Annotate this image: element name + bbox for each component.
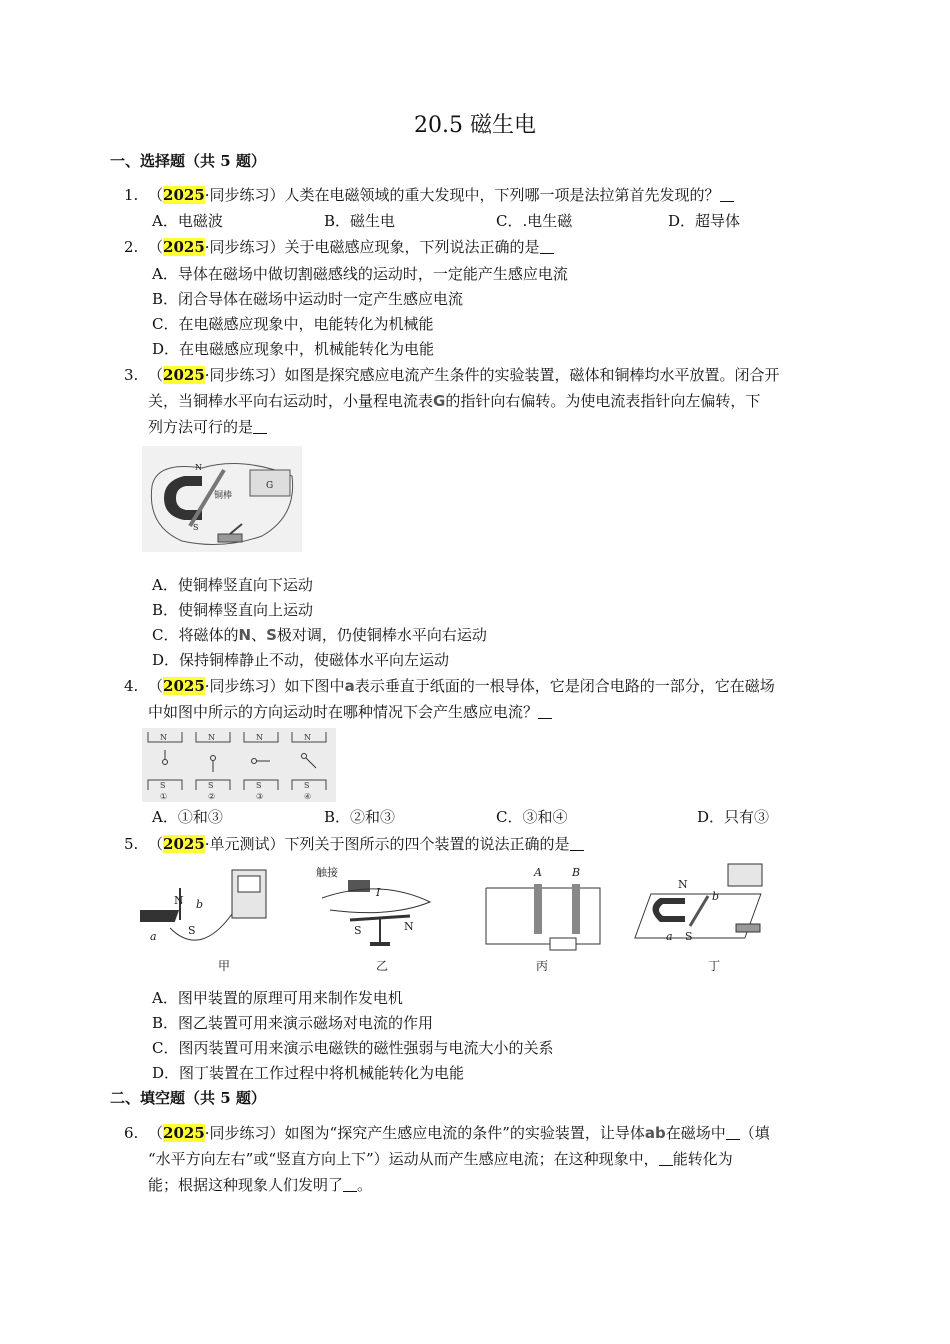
q5-option-b[interactable]: B．图乙装置可用来演示磁场对电流的作用 (152, 1014, 434, 1032)
label-copper-rod: 铜棒 (214, 491, 233, 501)
option-d[interactable]: D．只有③ (697, 808, 770, 826)
svg-text:S: S (208, 781, 214, 790)
svg-text:④: ④ (304, 792, 312, 801)
svg-text:S: S (354, 924, 362, 937)
year-tag: 2025 (163, 1124, 205, 1142)
q2-option-c[interactable]: C．在电磁感应现象中，电能转化为机械能 (152, 315, 434, 333)
svg-text:B: B (572, 866, 581, 879)
q5-option-c[interactable]: C．图丙装置可用来演示电磁铁的磁性强弱与电流大小的关系 (152, 1039, 554, 1057)
answer-blank[interactable] (540, 239, 554, 254)
galvanometer-symbol: G (433, 392, 446, 410)
svg-text:N: N (304, 733, 311, 742)
question-3: 3. （2025·同步练习）如图是探究感应电流产生条件的实验装置，磁体和铜棒均水平放置。闭合开 关，当铜棒水平向右运动时，小量程电流表G的指针向右偏转。为使电流表指针向左偏转，下 列方法可行的是 (124, 366, 780, 436)
svg-text:①: ① (160, 792, 168, 801)
svg-text:乙: 乙 (376, 959, 389, 973)
section-choice-heading: 一、选择题（共 5 题） (110, 152, 266, 170)
option-b[interactable]: B．②和③ (324, 808, 396, 826)
option-a[interactable]: A．电磁波 (152, 212, 223, 230)
q4-field-diagrams (142, 728, 336, 802)
question-6: 6. （2025·同步练习）如图为“探究产生感应电流的条件”的实验装置，让导体ab在磁场中 （填 “水平方向左右”或“竖直方向上下”）运动从而产生感应电流；在这种现象中， 能转化为 能；根据这种现象人们发明了 。 (124, 1124, 770, 1194)
svg-text:N: N (160, 733, 167, 742)
answer-blank[interactable] (538, 704, 552, 719)
year-tag: 2025 (163, 835, 205, 853)
label-s: S (193, 523, 199, 532)
year-tag: 2025 (163, 186, 205, 204)
q2-option-a[interactable]: A．导体在磁场中做切割磁感线的运动时，一定能产生感应电流 (152, 265, 568, 283)
svg-text:N: N (678, 878, 688, 891)
answer-blank[interactable] (570, 836, 584, 851)
q5-figure (140, 858, 780, 978)
svg-text:触接: 触接 (316, 866, 338, 879)
question-5: 5. （2025·单元测试）下列关于图所示的四个装置的说法正确的是 (124, 831, 844, 857)
option-a[interactable]: A．①和③ (152, 808, 223, 826)
label-n: N (195, 463, 202, 472)
svg-text:b: b (196, 898, 204, 911)
option-c[interactable]: C．.电生磁 (496, 212, 573, 230)
svg-text:N: N (208, 733, 215, 742)
year-tag: 2025 (163, 677, 205, 695)
q4-figure (142, 728, 336, 802)
svg-text:S: S (685, 930, 693, 943)
svg-text:b: b (712, 890, 720, 903)
year-tag: 2025 (163, 366, 205, 384)
year-tag: 2025 (163, 238, 205, 256)
q5-option-a[interactable]: A．图甲装置的原理可用来制作发电机 (152, 989, 403, 1007)
option-c[interactable]: C．③和④ (496, 808, 568, 826)
q3-option-a[interactable]: A．使铜棒竖直向下运动 (152, 576, 313, 594)
svg-text:S: S (304, 781, 310, 790)
conductor-a-symbol: a (344, 677, 355, 695)
pole-s-symbol: S (266, 626, 277, 644)
q2-option-d[interactable]: D．在电磁感应现象中，机械能转化为电能 (152, 340, 435, 358)
question-2: 2. （2025·同步练习）关于电磁感应现象，下列说法正确的是 (124, 234, 844, 260)
svg-text:A: A (534, 866, 542, 879)
svg-text:丙: 丙 (536, 959, 549, 973)
svg-text:S: S (188, 924, 196, 937)
svg-text:a: a (666, 930, 673, 943)
svg-text:I: I (376, 886, 381, 899)
q5-option-d[interactable]: D．图丁装置在工作过程中将机械能转化为电能 (152, 1064, 465, 1082)
q1-options (152, 210, 852, 234)
answer-blank[interactable] (720, 187, 734, 202)
svg-text:③: ③ (256, 792, 264, 801)
svg-text:N: N (256, 733, 263, 742)
svg-text:②: ② (208, 792, 216, 801)
option-b[interactable]: B．磁生电 (324, 212, 396, 230)
q3-option-b[interactable]: B．使铜棒竖直向上运动 (152, 601, 314, 619)
conductor-ab-symbol: ab (644, 1124, 666, 1142)
q3-option-c[interactable]: C．将磁体的N、S极对调，仍使铜棒水平向右运动 (152, 626, 487, 644)
svg-text:N: N (174, 894, 184, 907)
answer-blank-1[interactable] (726, 1125, 740, 1140)
answer-blank[interactable] (253, 419, 267, 434)
q3-apparatus-drawing (142, 446, 302, 552)
pole-n-symbol: N (238, 626, 252, 644)
answer-blank-3[interactable] (343, 1177, 357, 1192)
svg-text:甲: 甲 (218, 959, 231, 973)
svg-text:S: S (256, 781, 262, 790)
page-title: 20.5 磁生电 (414, 113, 536, 138)
svg-text:S: S (160, 781, 166, 790)
svg-text:丁: 丁 (708, 959, 721, 973)
q5-four-devices (140, 858, 780, 978)
q3-figure (142, 446, 302, 552)
q2-option-b[interactable]: B．闭合导体在磁场中运动时一定产生感应电流 (152, 290, 464, 308)
section-fill-heading: 二、填空题（共 5 题） (110, 1089, 266, 1107)
label-g: G (266, 481, 274, 491)
question-4: 4. （2025·同步练习）如下图中a表示垂直于纸面的一根导体，它是闭合电路的一部分，它在磁场 中如图中所示的方向运动时在哪种情况下会产生感应电流？ (124, 677, 775, 721)
option-d[interactable]: D．超导体 (668, 212, 741, 230)
svg-text:a: a (150, 930, 157, 943)
svg-text:N: N (404, 920, 414, 933)
q3-option-d[interactable]: D．保持铜棒静止不动，使磁体水平向左运动 (152, 651, 450, 669)
answer-blank-2[interactable] (659, 1151, 673, 1166)
question-1: 1. （2025·同步练习）人类在电磁领域的重大发现中，下列哪一项是法拉第首先发现的？ (124, 182, 844, 208)
q4-options (152, 806, 852, 830)
